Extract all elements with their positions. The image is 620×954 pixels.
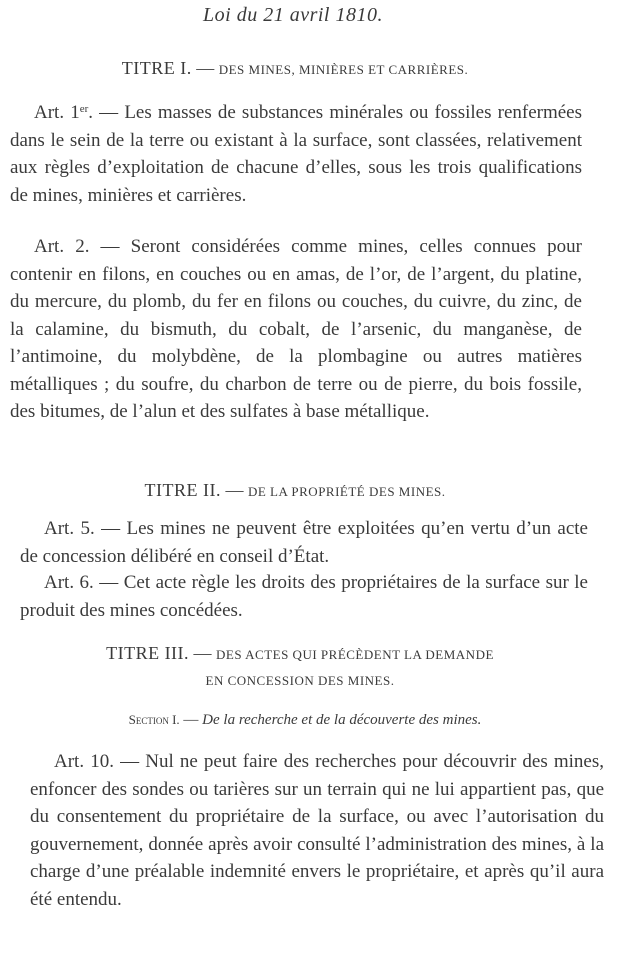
titre-3-dash: — — [193, 643, 212, 663]
article-2-text: Art. 2. — Seront considérées comme mines, celles connues pour contenir en filons, en couches ou en amas, de l’or, de l’argent, du platine, du mercure, du plomb, du fer en filons ou couches, du cuivre, du zinc, de la calamine, du bismuth, du cobalt, de l’arsenic, du manganèse, de l’antimoine, du molybdène, de la plombagine ou autres matières métalliques ; du soufre, du charbon de terre ou de pierre, du bois fossile, des bitumes, de l’alun et des sulfates à base métallique. — [10, 236, 582, 422]
section-1-text: De la recherche et de la découverte des mines. — [202, 712, 482, 728]
titre-2-dash: — — [225, 480, 244, 500]
article-6-text: Art. 6. — Cet acte règle les droits des propriétaires de la surface sur le produit des mines concédées. — [20, 572, 588, 621]
article-2 — [10, 233, 582, 426]
section-1-label: Section I. — [128, 712, 180, 727]
article-6 — [20, 569, 588, 624]
titre-3-subtitle-line2: EN CONCESSION DES MINES. — [205, 673, 395, 688]
article-5-text: Art. 5. — Les mines ne peuvent être exploitées qu’en vertu d’un acte de concession délibéré en conseil d’État. — [20, 518, 588, 567]
article-1-text: . — Les masses de substances minérales ou fossiles renfermées dans le sein de la terre ou existant à la surface, sont classées, relativement aux règles d’exploitation de chacune d’elles, sous les trois qualifications de mines, minières et carrières. — [10, 102, 583, 206]
article-1-lead: Art. 1 — [34, 102, 80, 123]
titre-3-subtitle-line1: DES ACTES QUI PRÉCÈDENT LA DEMANDE — [216, 647, 494, 662]
article-10-text: Art. 10. — Nul ne peut faire des recherches pour découvrir des mines, enfoncer des sondes ou tarières sur un terrain qui ne lui appartient pas, que du consentement du propriétaire de la surface, ou avec l’autorisation du gouvernement, donnée après avoir consulté l’administration des mines, à la charge d’une préalable indemnité envers le propriétaire, et après qu’il aura été entendu. — [30, 751, 604, 910]
titre-1-dash: — — [196, 58, 215, 78]
titre-1-label: TITRE I. — [121, 58, 192, 78]
titre-2-heading — [0, 478, 590, 504]
section-1-dash: — — [183, 712, 199, 728]
titre-3-label: TITRE III. — [106, 643, 190, 663]
titre-3-heading — [10, 641, 590, 693]
article-1 — [10, 96, 582, 209]
law-title: Loi du 21 avril 1810. — [203, 4, 383, 26]
article-10 — [30, 748, 604, 913]
article-1-sup: er — [79, 103, 89, 115]
titre-1-subtitle: DES MINES, MINIÈRES ET CARRIÈRES. — [218, 62, 469, 77]
titre-1-heading — [0, 56, 590, 82]
section-1-heading — [0, 708, 610, 732]
article-5 — [20, 515, 588, 570]
titre-2-subtitle: DE LA PROPRIÉTÉ DES MINES. — [247, 484, 446, 499]
titre-2-label: TITRE II. — [144, 480, 221, 500]
